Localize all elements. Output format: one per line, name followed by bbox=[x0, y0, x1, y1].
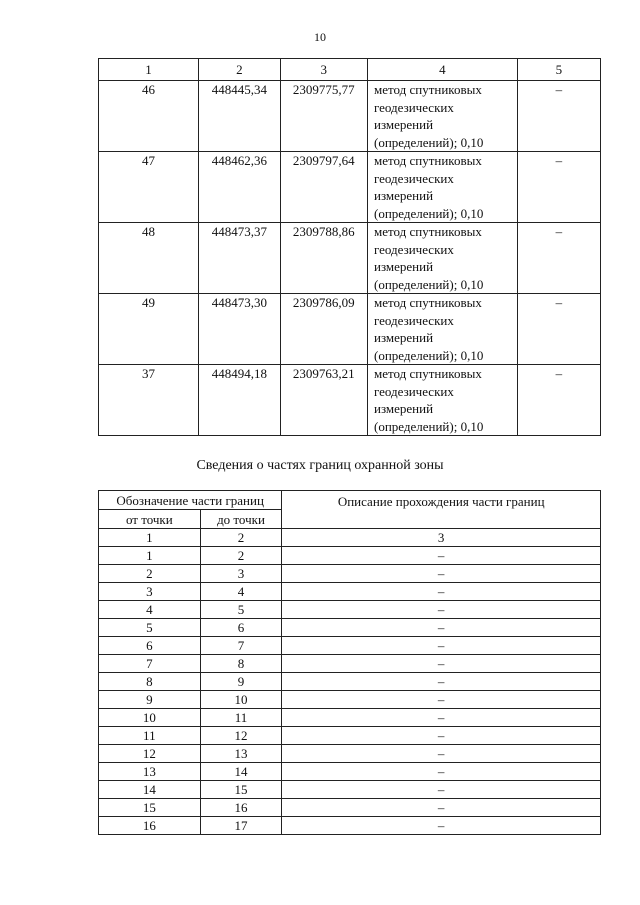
note-cell: – bbox=[517, 365, 600, 436]
coordinates-table bbox=[98, 58, 601, 436]
method-line: метод спутниковых bbox=[373, 366, 482, 381]
coordinates-row bbox=[99, 365, 601, 436]
to-point-cell: 3 bbox=[200, 565, 282, 583]
from-point-cell: 16 bbox=[99, 817, 201, 835]
point-number-cell: 48 bbox=[99, 223, 199, 294]
description-cell: – bbox=[282, 601, 601, 619]
to-point-cell: 7 bbox=[200, 637, 282, 655]
boundary-row bbox=[99, 601, 601, 619]
from-point-cell: 13 bbox=[99, 763, 201, 781]
boundary-row bbox=[99, 727, 601, 745]
to-point-cell: 10 bbox=[200, 691, 282, 709]
header-cell: 1 bbox=[99, 59, 199, 81]
boundary-parts-table bbox=[98, 490, 601, 835]
header-cell: 2 bbox=[199, 59, 280, 81]
x-coordinate-cell: 448473,37 bbox=[199, 223, 280, 294]
coordinates-row bbox=[99, 81, 601, 152]
boundary-row bbox=[99, 799, 601, 817]
method-cell bbox=[367, 223, 517, 294]
from-point-cell: 11 bbox=[99, 727, 201, 745]
method-line: (определений); 0,10 bbox=[373, 134, 484, 150]
coordinates-header-row bbox=[99, 59, 601, 81]
from-point-cell: 8 bbox=[99, 673, 201, 691]
description-header-cell: Описание прохождения части границ bbox=[282, 491, 601, 529]
method-line: измерений bbox=[373, 188, 434, 203]
header-cell: 3 bbox=[280, 59, 367, 81]
method-line: измерений bbox=[373, 330, 434, 345]
method-line: измерений bbox=[373, 117, 434, 132]
boundary-row bbox=[99, 655, 601, 673]
from-point-cell: 12 bbox=[99, 745, 201, 763]
method-line: измерений bbox=[373, 259, 434, 274]
to-point-cell: 15 bbox=[200, 781, 282, 799]
description-cell: – bbox=[282, 619, 601, 637]
note-cell: – bbox=[517, 152, 600, 223]
description-cell: – bbox=[282, 727, 601, 745]
from-point-cell: 9 bbox=[99, 691, 201, 709]
boundary-row bbox=[99, 745, 601, 763]
from-point-cell: 4 bbox=[99, 601, 201, 619]
coordinates-row bbox=[99, 152, 601, 223]
boundary-row bbox=[99, 547, 601, 565]
method-line: измерений bbox=[373, 401, 434, 416]
to-point-cell: 4 bbox=[200, 583, 282, 601]
from-point-cell: 3 bbox=[99, 583, 201, 601]
to-point-cell: 9 bbox=[200, 673, 282, 691]
coordinates-row bbox=[99, 223, 601, 294]
method-line: геодезических bbox=[373, 241, 454, 257]
boundary-header-row bbox=[99, 491, 601, 510]
to-point-cell: 13 bbox=[200, 745, 282, 763]
boundary-row bbox=[99, 781, 601, 799]
method-line: метод спутниковых bbox=[373, 82, 482, 97]
header-cell: 5 bbox=[517, 59, 600, 81]
header-cell: 4 bbox=[367, 59, 517, 81]
x-coordinate-cell: 448494,18 bbox=[199, 365, 280, 436]
method-line: геодезических bbox=[373, 383, 454, 399]
from-point-cell: 14 bbox=[99, 781, 201, 799]
method-line: метод спутниковых bbox=[373, 224, 482, 239]
point-number-cell: 37 bbox=[99, 365, 199, 436]
method-line: геодезических bbox=[373, 312, 454, 328]
from-point-header: от точки bbox=[99, 510, 201, 529]
y-coordinate-cell: 2309786,09 bbox=[280, 294, 367, 365]
from-point-cell: 15 bbox=[99, 799, 201, 817]
boundary-row bbox=[99, 673, 601, 691]
method-cell bbox=[367, 294, 517, 365]
page-number: 10 bbox=[314, 30, 326, 44]
description-cell: – bbox=[282, 673, 601, 691]
method-line: геодезических bbox=[373, 99, 454, 115]
description-cell: – bbox=[282, 655, 601, 673]
description-cell: – bbox=[282, 637, 601, 655]
from-point-cell: 7 bbox=[99, 655, 201, 673]
index-cell: 1 bbox=[99, 529, 201, 547]
group-header-cell: Обозначение части границ bbox=[99, 491, 282, 510]
method-line: (определений); 0,10 bbox=[373, 205, 484, 221]
note-cell: – bbox=[517, 294, 600, 365]
y-coordinate-cell: 2309797,64 bbox=[280, 152, 367, 223]
boundary-row bbox=[99, 583, 601, 601]
boundary-index-row bbox=[99, 529, 601, 547]
note-cell: – bbox=[517, 223, 600, 294]
description-cell: – bbox=[282, 565, 601, 583]
description-cell: – bbox=[282, 547, 601, 565]
method-line: (определений); 0,10 bbox=[373, 276, 484, 292]
description-cell: – bbox=[282, 817, 601, 835]
boundary-row bbox=[99, 691, 601, 709]
description-cell: – bbox=[282, 583, 601, 601]
x-coordinate-cell: 448473,30 bbox=[199, 294, 280, 365]
description-cell: – bbox=[282, 745, 601, 763]
method-cell bbox=[367, 81, 517, 152]
coordinates-row bbox=[99, 294, 601, 365]
point-number-cell: 49 bbox=[99, 294, 199, 365]
method-cell bbox=[367, 152, 517, 223]
description-cell: – bbox=[282, 781, 601, 799]
from-point-cell: 1 bbox=[99, 547, 201, 565]
boundary-row bbox=[99, 763, 601, 781]
boundary-row bbox=[99, 619, 601, 637]
from-point-cell: 6 bbox=[99, 637, 201, 655]
method-line: геодезических bbox=[373, 170, 454, 186]
x-coordinate-cell: 448445,34 bbox=[199, 81, 280, 152]
section-title: Сведения о частях границ охранной зоны bbox=[196, 458, 444, 473]
boundary-row bbox=[99, 565, 601, 583]
boundary-row bbox=[99, 709, 601, 727]
point-number-cell: 46 bbox=[99, 81, 199, 152]
to-point-cell: 12 bbox=[200, 727, 282, 745]
to-point-cell: 14 bbox=[200, 763, 282, 781]
to-point-cell: 16 bbox=[200, 799, 282, 817]
y-coordinate-cell: 2309788,86 bbox=[280, 223, 367, 294]
note-cell: – bbox=[517, 81, 600, 152]
to-point-cell: 6 bbox=[200, 619, 282, 637]
from-point-cell: 10 bbox=[99, 709, 201, 727]
y-coordinate-cell: 2309763,21 bbox=[280, 365, 367, 436]
to-point-header: до точки bbox=[200, 510, 282, 529]
boundary-row bbox=[99, 817, 601, 835]
boundary-row bbox=[99, 637, 601, 655]
method-line: (определений); 0,10 bbox=[373, 418, 484, 434]
method-line: метод спутниковых bbox=[373, 153, 482, 168]
x-coordinate-cell: 448462,36 bbox=[199, 152, 280, 223]
to-point-cell: 11 bbox=[200, 709, 282, 727]
point-number-cell: 47 bbox=[99, 152, 199, 223]
method-line: метод спутниковых bbox=[373, 295, 482, 310]
to-point-cell: 8 bbox=[200, 655, 282, 673]
method-cell bbox=[367, 365, 517, 436]
y-coordinate-cell: 2309775,77 bbox=[280, 81, 367, 152]
method-line: (определений); 0,10 bbox=[373, 347, 484, 363]
description-cell: – bbox=[282, 763, 601, 781]
description-cell: – bbox=[282, 799, 601, 817]
from-point-cell: 5 bbox=[99, 619, 201, 637]
index-cell: 2 bbox=[200, 529, 282, 547]
to-point-cell: 2 bbox=[200, 547, 282, 565]
from-point-cell: 2 bbox=[99, 565, 201, 583]
index-cell: 3 bbox=[282, 529, 601, 547]
to-point-cell: 5 bbox=[200, 601, 282, 619]
description-cell: – bbox=[282, 709, 601, 727]
to-point-cell: 17 bbox=[200, 817, 282, 835]
description-cell: – bbox=[282, 691, 601, 709]
